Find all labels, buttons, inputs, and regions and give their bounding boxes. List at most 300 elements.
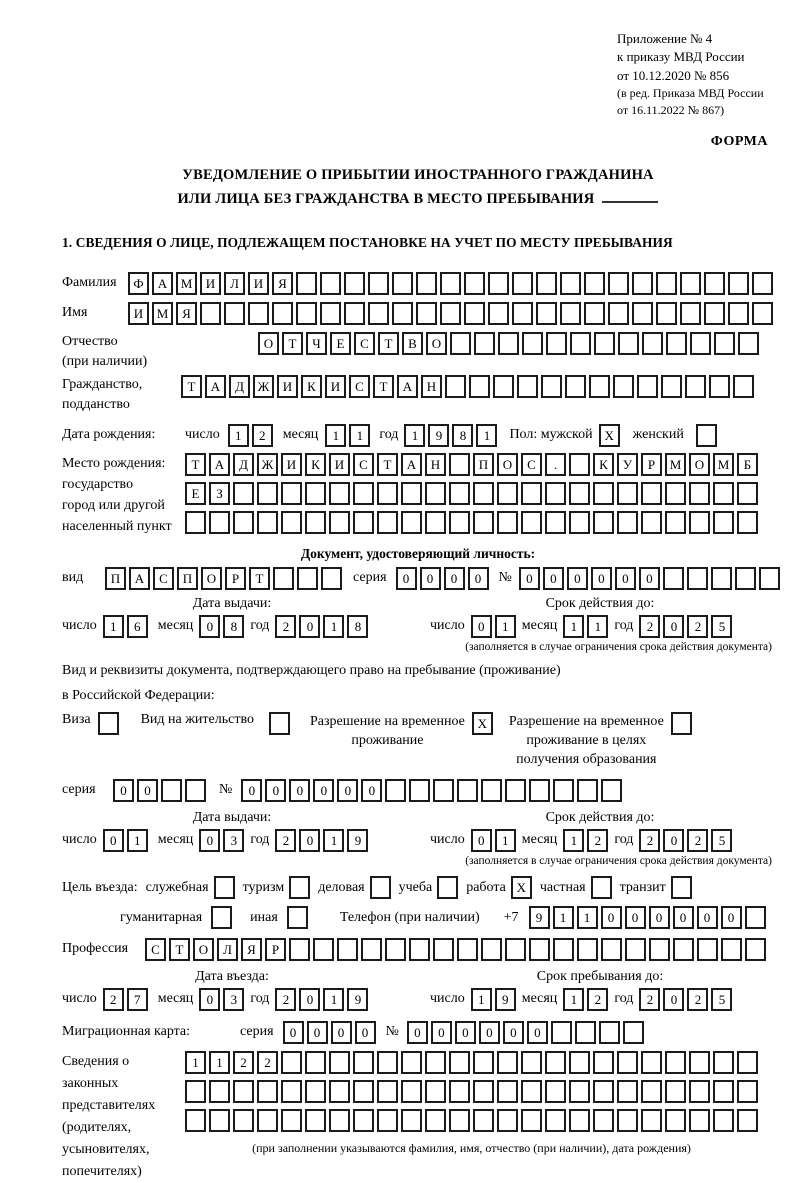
representatives-row3-cells[interactable] <box>185 1109 758 1132</box>
char-cell[interactable]: 0 <box>199 829 220 852</box>
char-cell[interactable] <box>440 272 461 295</box>
char-cell[interactable] <box>321 567 342 590</box>
char-cell[interactable]: А <box>152 272 173 295</box>
char-cell[interactable] <box>680 272 701 295</box>
char-cell[interactable] <box>689 1109 710 1132</box>
char-cell[interactable] <box>344 302 365 325</box>
char-cell[interactable] <box>320 272 341 295</box>
char-cell[interactable] <box>617 482 638 505</box>
char-cell[interactable] <box>464 302 485 325</box>
char-cell[interactable] <box>593 1080 614 1103</box>
char-cell[interactable] <box>257 511 278 534</box>
char-cell[interactable] <box>185 1109 206 1132</box>
char-cell[interactable]: 0 <box>519 567 540 590</box>
char-cell[interactable] <box>569 453 590 476</box>
char-cell[interactable] <box>713 1080 734 1103</box>
char-cell[interactable] <box>745 906 766 929</box>
char-cell[interactable] <box>713 1109 734 1132</box>
char-cell[interactable] <box>665 1080 686 1103</box>
char-cell[interactable] <box>714 332 735 355</box>
expiry-month-cells[interactable] <box>563 829 608 852</box>
issue-day-cells[interactable] <box>103 829 148 852</box>
expiry-year-cells[interactable] <box>639 615 732 638</box>
char-cell[interactable] <box>536 272 557 295</box>
char-cell[interactable] <box>759 567 780 590</box>
char-cell[interactable] <box>521 1080 542 1103</box>
char-cell[interactable]: 7 <box>127 988 148 1011</box>
work-checkbox[interactable] <box>511 876 532 899</box>
char-cell[interactable]: М <box>713 453 734 476</box>
migration-number-cells[interactable] <box>407 1021 644 1044</box>
char-cell[interactable] <box>666 332 687 355</box>
char-cell[interactable]: 0 <box>591 567 612 590</box>
char-cell[interactable] <box>738 332 759 355</box>
char-cell[interactable]: . <box>545 453 566 476</box>
char-cell[interactable]: 2 <box>275 615 296 638</box>
char-cell[interactable]: Ф <box>128 272 149 295</box>
char-cell[interactable]: 1 <box>563 615 584 638</box>
char-cell[interactable] <box>617 1109 638 1132</box>
char-cell[interactable]: Р <box>641 453 662 476</box>
char-cell[interactable]: 0 <box>137 779 158 802</box>
char-cell[interactable] <box>529 779 550 802</box>
char-cell[interactable]: 0 <box>283 1021 304 1044</box>
char-cell[interactable]: 1 <box>563 829 584 852</box>
char-cell[interactable] <box>687 567 708 590</box>
char-cell[interactable] <box>473 1109 494 1132</box>
char-cell[interactable] <box>632 302 653 325</box>
char-cell[interactable] <box>661 375 682 398</box>
char-cell[interactable] <box>589 375 610 398</box>
char-cell[interactable]: 1 <box>495 829 516 852</box>
char-cell[interactable] <box>584 272 605 295</box>
char-cell[interactable] <box>593 1109 614 1132</box>
char-cell[interactable] <box>449 511 470 534</box>
char-cell[interactable]: В <box>402 332 423 355</box>
char-cell[interactable] <box>248 302 269 325</box>
char-cell[interactable]: М <box>665 453 686 476</box>
char-cell[interactable]: 1 <box>587 615 608 638</box>
char-cell[interactable] <box>642 332 663 355</box>
char-cell[interactable] <box>425 1109 446 1132</box>
char-cell[interactable] <box>392 272 413 295</box>
char-cell[interactable]: О <box>497 453 518 476</box>
edu-residence-checkbox[interactable] <box>671 712 692 735</box>
char-cell[interactable]: 9 <box>529 906 550 929</box>
char-cell[interactable] <box>473 482 494 505</box>
char-cell[interactable]: 2 <box>233 1051 254 1074</box>
char-cell[interactable]: 1 <box>404 424 425 447</box>
char-cell[interactable]: X <box>511 876 532 899</box>
char-cell[interactable] <box>161 779 182 802</box>
char-cell[interactable]: 0 <box>355 1021 376 1044</box>
char-cell[interactable]: X <box>472 712 493 735</box>
char-cell[interactable] <box>521 482 542 505</box>
char-cell[interactable] <box>553 779 574 802</box>
char-cell[interactable]: 2 <box>639 615 660 638</box>
char-cell[interactable]: Я <box>241 938 262 961</box>
char-cell[interactable]: 1 <box>185 1051 206 1074</box>
char-cell[interactable]: 0 <box>420 567 441 590</box>
char-cell[interactable] <box>617 511 638 534</box>
char-cell[interactable] <box>385 779 406 802</box>
char-cell[interactable] <box>433 779 454 802</box>
char-cell[interactable]: 9 <box>347 829 368 852</box>
char-cell[interactable] <box>433 938 454 961</box>
char-cell[interactable]: 8 <box>452 424 473 447</box>
char-cell[interactable] <box>541 375 562 398</box>
char-cell[interactable]: 0 <box>331 1021 352 1044</box>
char-cell[interactable]: Т <box>185 453 206 476</box>
char-cell[interactable] <box>313 938 334 961</box>
char-cell[interactable] <box>745 938 766 961</box>
char-cell[interactable]: Е <box>330 332 351 355</box>
char-cell[interactable]: 0 <box>396 567 417 590</box>
stay-year-cells[interactable] <box>639 988 732 1011</box>
transit-checkbox[interactable] <box>671 876 692 899</box>
name-cells[interactable] <box>128 302 773 325</box>
char-cell[interactable] <box>656 272 677 295</box>
char-cell[interactable]: 0 <box>113 779 134 802</box>
char-cell[interactable]: 0 <box>479 1021 500 1044</box>
char-cell[interactable]: П <box>105 567 126 590</box>
char-cell[interactable]: С <box>521 453 542 476</box>
char-cell[interactable] <box>464 272 485 295</box>
char-cell[interactable] <box>305 1051 326 1074</box>
char-cell[interactable]: Т <box>169 938 190 961</box>
expiry-day-cells[interactable] <box>471 829 516 852</box>
char-cell[interactable]: А <box>209 453 230 476</box>
char-cell[interactable]: 0 <box>431 1021 452 1044</box>
char-cell[interactable] <box>437 876 458 899</box>
char-cell[interactable] <box>617 1080 638 1103</box>
char-cell[interactable]: 0 <box>639 567 660 590</box>
char-cell[interactable]: Ж <box>253 375 274 398</box>
char-cell[interactable] <box>689 482 710 505</box>
char-cell[interactable] <box>377 1080 398 1103</box>
char-cell[interactable]: 2 <box>639 988 660 1011</box>
char-cell[interactable] <box>545 1051 566 1074</box>
char-cell[interactable]: Ж <box>257 453 278 476</box>
char-cell[interactable] <box>545 1080 566 1103</box>
char-cell[interactable] <box>305 1109 326 1132</box>
char-cell[interactable] <box>401 511 422 534</box>
char-cell[interactable] <box>185 779 206 802</box>
char-cell[interactable] <box>329 1051 350 1074</box>
char-cell[interactable] <box>425 1080 446 1103</box>
char-cell[interactable]: 0 <box>673 906 694 929</box>
issue-day-cells[interactable] <box>103 615 148 638</box>
char-cell[interactable]: 0 <box>663 615 684 638</box>
char-cell[interactable] <box>637 375 658 398</box>
char-cell[interactable]: С <box>153 567 174 590</box>
char-cell[interactable]: Н <box>421 375 442 398</box>
char-cell[interactable] <box>481 779 502 802</box>
char-cell[interactable]: Н <box>425 453 446 476</box>
char-cell[interactable]: А <box>205 375 226 398</box>
char-cell[interactable] <box>665 511 686 534</box>
char-cell[interactable] <box>591 876 612 899</box>
char-cell[interactable] <box>401 1080 422 1103</box>
char-cell[interactable] <box>522 332 543 355</box>
char-cell[interactable]: Р <box>265 938 286 961</box>
char-cell[interactable] <box>569 1109 590 1132</box>
char-cell[interactable]: 1 <box>495 615 516 638</box>
char-cell[interactable] <box>214 876 235 899</box>
doc-type-cells[interactable] <box>105 567 342 590</box>
char-cell[interactable] <box>329 482 350 505</box>
stay-day-cells[interactable] <box>471 988 516 1011</box>
char-cell[interactable] <box>593 482 614 505</box>
char-cell[interactable] <box>546 332 567 355</box>
char-cell[interactable] <box>569 1051 590 1074</box>
char-cell[interactable] <box>416 272 437 295</box>
char-cell[interactable]: 0 <box>455 1021 476 1044</box>
char-cell[interactable] <box>353 1109 374 1132</box>
char-cell[interactable] <box>551 1021 572 1044</box>
patronymic-cells[interactable] <box>258 332 759 355</box>
char-cell[interactable]: Т <box>377 453 398 476</box>
char-cell[interactable] <box>296 272 317 295</box>
char-cell[interactable] <box>709 375 730 398</box>
char-cell[interactable] <box>505 779 526 802</box>
char-cell[interactable] <box>498 332 519 355</box>
char-cell[interactable] <box>737 1109 758 1132</box>
char-cell[interactable]: О <box>201 567 222 590</box>
char-cell[interactable]: 2 <box>587 988 608 1011</box>
char-cell[interactable] <box>296 302 317 325</box>
char-cell[interactable]: 1 <box>323 615 344 638</box>
char-cell[interactable] <box>329 1109 350 1132</box>
char-cell[interactable] <box>521 1051 542 1074</box>
char-cell[interactable] <box>608 272 629 295</box>
char-cell[interactable] <box>289 938 310 961</box>
expiry-year-cells[interactable] <box>639 829 732 852</box>
char-cell[interactable] <box>641 1109 662 1132</box>
char-cell[interactable]: 0 <box>615 567 636 590</box>
char-cell[interactable]: 0 <box>299 615 320 638</box>
char-cell[interactable] <box>690 332 711 355</box>
char-cell[interactable] <box>281 482 302 505</box>
char-cell[interactable]: 1 <box>349 424 370 447</box>
entry-month-cells[interactable] <box>199 988 244 1011</box>
char-cell[interactable] <box>449 1080 470 1103</box>
entry-day-cells[interactable] <box>103 988 148 1011</box>
char-cell[interactable]: М <box>152 302 173 325</box>
char-cell[interactable] <box>545 511 566 534</box>
char-cell[interactable] <box>329 511 350 534</box>
char-cell[interactable] <box>613 375 634 398</box>
char-cell[interactable] <box>575 1021 596 1044</box>
char-cell[interactable]: А <box>397 375 418 398</box>
char-cell[interactable]: 0 <box>299 988 320 1011</box>
char-cell[interactable]: Ч <box>306 332 327 355</box>
char-cell[interactable]: П <box>473 453 494 476</box>
char-cell[interactable] <box>488 302 509 325</box>
issue-month-cells[interactable] <box>199 829 244 852</box>
char-cell[interactable]: 0 <box>241 779 262 802</box>
char-cell[interactable] <box>281 1051 302 1074</box>
phone-cells[interactable] <box>529 906 766 929</box>
char-cell[interactable] <box>735 567 756 590</box>
char-cell[interactable]: 5 <box>711 988 732 1011</box>
char-cell[interactable] <box>673 938 694 961</box>
char-cell[interactable] <box>685 375 706 398</box>
char-cell[interactable]: С <box>353 453 374 476</box>
char-cell[interactable]: 0 <box>307 1021 328 1044</box>
char-cell[interactable] <box>344 272 365 295</box>
char-cell[interactable] <box>449 482 470 505</box>
char-cell[interactable]: А <box>129 567 150 590</box>
char-cell[interactable] <box>493 375 514 398</box>
char-cell[interactable]: 0 <box>199 988 220 1011</box>
char-cell[interactable] <box>737 511 758 534</box>
humanitarian-checkbox[interactable] <box>211 906 232 929</box>
char-cell[interactable]: 0 <box>407 1021 428 1044</box>
char-cell[interactable] <box>689 511 710 534</box>
char-cell[interactable] <box>440 302 461 325</box>
doc-series-cells[interactable] <box>396 567 489 590</box>
char-cell[interactable] <box>377 482 398 505</box>
char-cell[interactable] <box>353 1080 374 1103</box>
char-cell[interactable] <box>505 938 526 961</box>
char-cell[interactable]: Т <box>373 375 394 398</box>
private-checkbox[interactable] <box>591 876 612 899</box>
entry-year-cells[interactable] <box>275 988 368 1011</box>
char-cell[interactable] <box>733 375 754 398</box>
char-cell[interactable] <box>752 302 773 325</box>
official-checkbox[interactable] <box>214 876 235 899</box>
char-cell[interactable] <box>273 567 294 590</box>
char-cell[interactable]: 0 <box>567 567 588 590</box>
char-cell[interactable] <box>200 302 221 325</box>
char-cell[interactable] <box>209 1080 230 1103</box>
char-cell[interactable] <box>560 302 581 325</box>
char-cell[interactable]: И <box>281 453 302 476</box>
char-cell[interactable] <box>361 938 382 961</box>
char-cell[interactable]: С <box>349 375 370 398</box>
char-cell[interactable]: 0 <box>663 829 684 852</box>
birthplace-row1-cells[interactable] <box>185 453 758 476</box>
char-cell[interactable]: 0 <box>503 1021 524 1044</box>
char-cell[interactable] <box>521 1109 542 1132</box>
char-cell[interactable]: 2 <box>639 829 660 852</box>
char-cell[interactable]: 1 <box>553 906 574 929</box>
char-cell[interactable]: Т <box>282 332 303 355</box>
char-cell[interactable] <box>305 511 326 534</box>
char-cell[interactable]: 2 <box>257 1051 278 1074</box>
char-cell[interactable]: 0 <box>471 615 492 638</box>
sex-female-checkbox[interactable] <box>696 424 717 447</box>
char-cell[interactable]: 2 <box>275 829 296 852</box>
char-cell[interactable]: 1 <box>577 906 598 929</box>
char-cell[interactable] <box>737 1080 758 1103</box>
char-cell[interactable]: 0 <box>721 906 742 929</box>
char-cell[interactable] <box>281 1109 302 1132</box>
char-cell[interactable] <box>497 1109 518 1132</box>
char-cell[interactable] <box>497 1080 518 1103</box>
char-cell[interactable] <box>287 906 308 929</box>
char-cell[interactable]: 0 <box>265 779 286 802</box>
char-cell[interactable] <box>409 938 430 961</box>
char-cell[interactable]: 9 <box>347 988 368 1011</box>
char-cell[interactable]: Д <box>233 453 254 476</box>
char-cell[interactable]: 0 <box>199 615 220 638</box>
char-cell[interactable] <box>689 1051 710 1074</box>
residence-permit-checkbox[interactable] <box>269 712 290 735</box>
char-cell[interactable] <box>599 1021 620 1044</box>
char-cell[interactable] <box>577 938 598 961</box>
char-cell[interactable] <box>512 272 533 295</box>
char-cell[interactable]: 3 <box>223 988 244 1011</box>
char-cell[interactable] <box>565 375 586 398</box>
char-cell[interactable] <box>584 302 605 325</box>
char-cell[interactable]: 2 <box>687 829 708 852</box>
char-cell[interactable]: 0 <box>471 829 492 852</box>
char-cell[interactable]: И <box>128 302 149 325</box>
char-cell[interactable] <box>449 453 470 476</box>
char-cell[interactable] <box>497 511 518 534</box>
char-cell[interactable]: 1 <box>563 988 584 1011</box>
char-cell[interactable] <box>737 1051 758 1074</box>
char-cell[interactable] <box>233 482 254 505</box>
birth-year-cells[interactable] <box>404 424 497 447</box>
char-cell[interactable] <box>457 779 478 802</box>
other-checkbox[interactable] <box>287 906 308 929</box>
char-cell[interactable] <box>233 1080 254 1103</box>
char-cell[interactable] <box>272 302 293 325</box>
char-cell[interactable]: 6 <box>127 615 148 638</box>
residence-number-cells[interactable] <box>241 779 622 802</box>
char-cell[interactable]: Я <box>272 272 293 295</box>
char-cell[interactable]: 1 <box>127 829 148 852</box>
char-cell[interactable] <box>377 1109 398 1132</box>
char-cell[interactable] <box>728 272 749 295</box>
char-cell[interactable] <box>601 779 622 802</box>
char-cell[interactable]: 0 <box>313 779 334 802</box>
char-cell[interactable] <box>737 482 758 505</box>
char-cell[interactable]: Т <box>249 567 270 590</box>
char-cell[interactable] <box>617 1051 638 1074</box>
char-cell[interactable]: К <box>593 453 614 476</box>
char-cell[interactable]: И <box>200 272 221 295</box>
char-cell[interactable] <box>473 511 494 534</box>
char-cell[interactable]: 2 <box>687 615 708 638</box>
char-cell[interactable]: 0 <box>361 779 382 802</box>
char-cell[interactable] <box>649 938 670 961</box>
char-cell[interactable] <box>377 1051 398 1074</box>
char-cell[interactable]: П <box>177 567 198 590</box>
char-cell[interactable]: 9 <box>495 988 516 1011</box>
char-cell[interactable] <box>641 1080 662 1103</box>
char-cell[interactable] <box>656 302 677 325</box>
char-cell[interactable]: 0 <box>444 567 465 590</box>
char-cell[interactable]: 0 <box>649 906 670 929</box>
char-cell[interactable] <box>671 876 692 899</box>
char-cell[interactable] <box>570 332 591 355</box>
birth-month-cells[interactable] <box>325 424 370 447</box>
char-cell[interactable] <box>569 482 590 505</box>
char-cell[interactable] <box>353 1051 374 1074</box>
char-cell[interactable] <box>512 302 533 325</box>
doc-number-cells[interactable] <box>519 567 780 590</box>
char-cell[interactable] <box>473 1080 494 1103</box>
representatives-row1-cells[interactable] <box>185 1051 758 1074</box>
char-cell[interactable]: Е <box>185 482 206 505</box>
char-cell[interactable]: 1 <box>228 424 249 447</box>
char-cell[interactable] <box>368 302 389 325</box>
char-cell[interactable] <box>521 511 542 534</box>
